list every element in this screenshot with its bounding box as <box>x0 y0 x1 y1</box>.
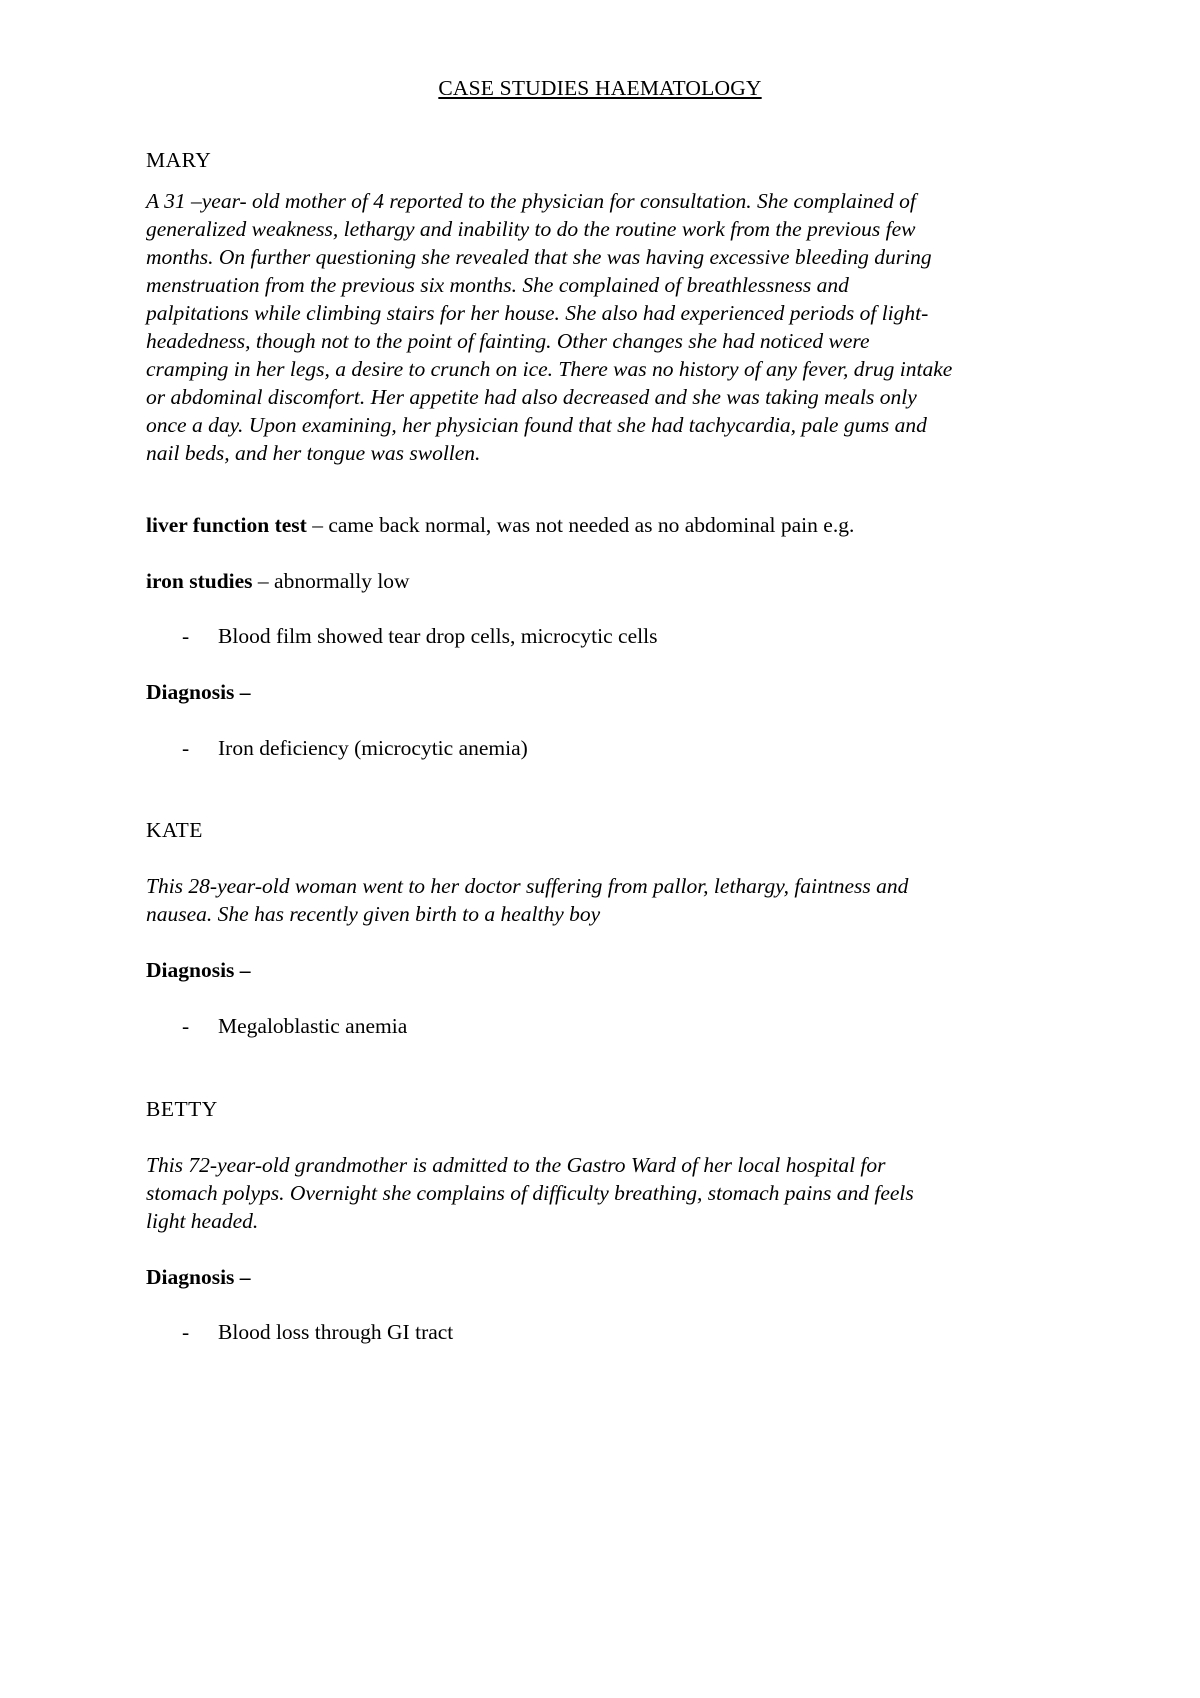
story-line: headedness, though not to the point of fainting. Other changes she had noticed were <box>146 329 870 353</box>
list-item-blood-film <box>182 622 1042 650</box>
test-result: – abnormally low <box>252 569 410 593</box>
bullet-dash: - <box>182 736 190 760</box>
test-liver-function <box>146 511 1066 539</box>
case-story-mary <box>146 187 1066 467</box>
case-story-betty <box>146 1151 1066 1235</box>
list-item-text: Blood film showed tear drop cells, microcytic cells <box>218 624 658 648</box>
case-story-kate <box>146 872 1066 928</box>
story-line: stomach polyps. Overnight she complains of difficulty breathing, stomach pains and feels <box>146 1181 914 1205</box>
test-iron-studies <box>146 567 1066 595</box>
diagnosis-label-mary <box>146 678 1066 706</box>
story-line: generalized weakness, lethargy and inability to do the routine work from the previous few <box>146 217 916 241</box>
story-line: months. On further questioning she revealed that she was having excessive bleeding during <box>146 245 932 269</box>
story-line: light headed. <box>146 1209 259 1233</box>
test-result: – came back normal, was not needed as no abdominal pain e.g. <box>306 513 855 537</box>
diagnosis-label: Diagnosis – <box>146 958 251 982</box>
bullet-dash: - <box>182 1320 190 1344</box>
case-name-kate: KATE <box>146 818 203 842</box>
test-label: liver function test <box>146 513 307 537</box>
list-item-text: Blood loss through GI tract <box>218 1320 454 1344</box>
list-item-text: Iron deficiency (microcytic anemia) <box>218 736 528 760</box>
story-line: once a day. Upon examining, her physician found that she had tachycardia, pale gums and <box>146 413 927 437</box>
case-name-mary: MARY <box>146 148 212 172</box>
case-name-betty: BETTY <box>146 1097 218 1121</box>
story-line: menstruation from the previous six months. She complained of breathlessness and <box>146 273 849 297</box>
list-item-diagnosis-kate <box>182 1012 1042 1040</box>
story-line: This 28-year-old woman went to her doctor suffering from pallor, lethargy, faintness and <box>146 874 909 898</box>
diagnosis-label-betty <box>146 1263 1066 1291</box>
bullet-dash: - <box>182 1014 190 1038</box>
story-line: This 72-year-old grandmother is admitted to the Gastro Ward of her local hospital for <box>146 1153 886 1177</box>
list-item-diagnosis-betty <box>182 1318 1042 1346</box>
story-line: A 31 –year- old mother of 4 reported to the physician for consultation. She complained of <box>146 189 916 213</box>
story-line: palpitations while climbing stairs for her house. She also had experienced periods of light- <box>146 301 929 325</box>
story-line: or abdominal discomfort. Her appetite had also decreased and she was taking meals only <box>146 385 917 409</box>
diagnosis-label-kate <box>146 956 1066 984</box>
bullet-dash: - <box>182 624 190 648</box>
diagnosis-label: Diagnosis – <box>146 680 251 704</box>
test-label: iron studies <box>146 569 253 593</box>
story-line: nausea. She has recently given birth to a healthy boy <box>146 902 601 926</box>
list-item-diagnosis-mary <box>182 734 1042 762</box>
page-title: CASE STUDIES HAEMATOLOGY <box>438 76 762 100</box>
diagnosis-label: Diagnosis – <box>146 1265 251 1289</box>
story-line: cramping in her legs, a desire to crunch on ice. There was no history of any fever, drug intake <box>146 357 953 381</box>
list-item-text: Megaloblastic anemia <box>218 1014 408 1038</box>
story-line: nail beds, and her tongue was swollen. <box>146 441 481 465</box>
